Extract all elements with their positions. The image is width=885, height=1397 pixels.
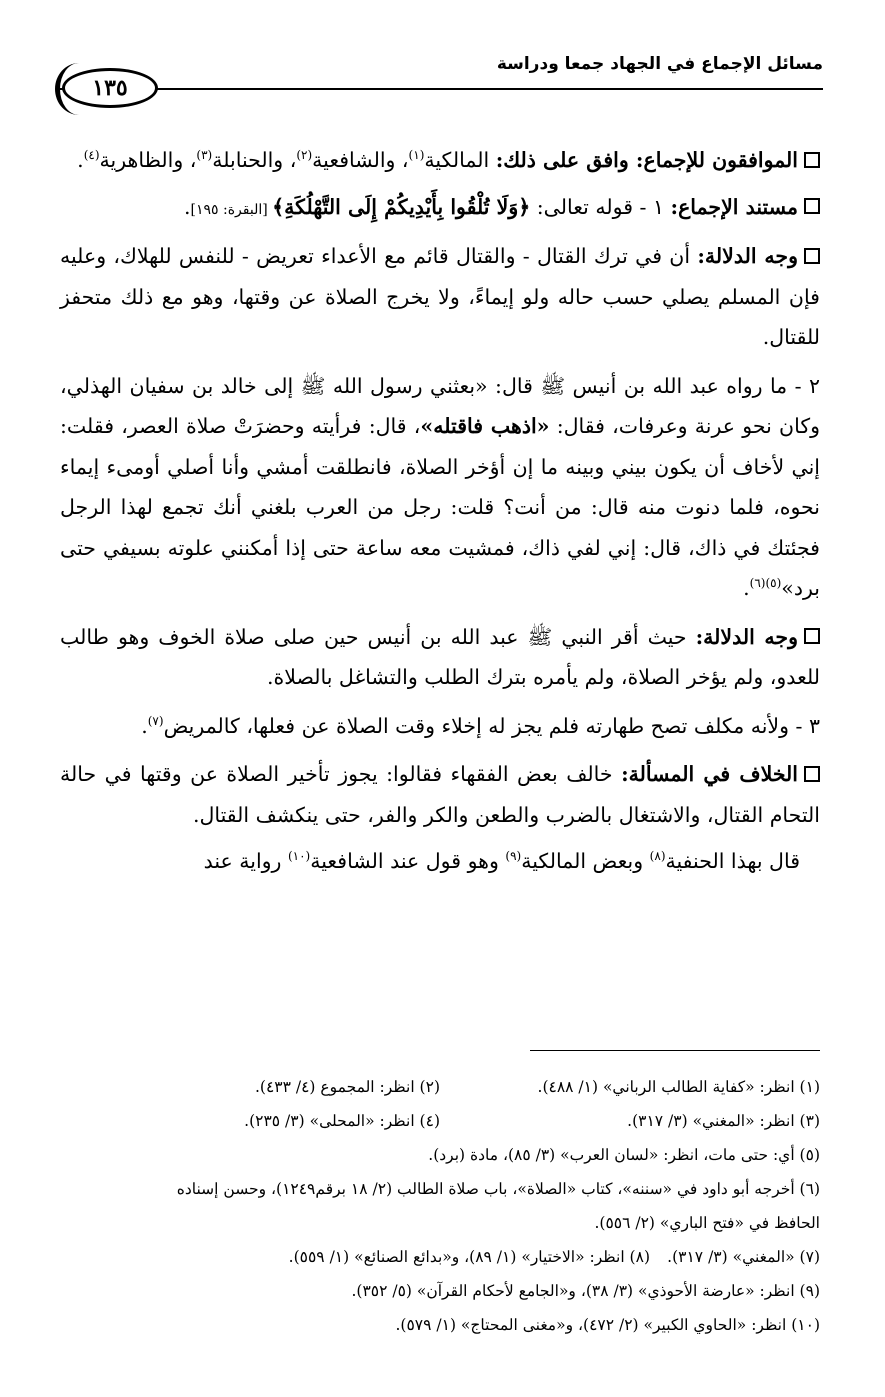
footnote-row <box>60 1240 820 1274</box>
page-number-badge <box>62 68 158 108</box>
paragraph-evidence-1 <box>60 236 820 358</box>
footnote-9: (٩) انظر: «عارضة الأحوذي» (٣/ ٣٨)، و«الجامع لأحكام القرآن» (٥/ ٣٥٢). <box>351 1282 820 1300</box>
text-run: وهو قول عند الشافعية <box>310 849 506 873</box>
text-run: ٣ - ولأنه مكلف تصح طهارته فلم يجز له إخلاء وقت الصلاة عن فعلها، كالمريض <box>163 713 820 738</box>
text-run: رواية عند <box>203 849 288 873</box>
footnote-4: (٤) انظر: «المحلى» (٣/ ٢٣٥). <box>244 1112 440 1130</box>
header-rule <box>60 88 823 90</box>
footnote-10: (١٠) انظر: «الحاوي الكبير» (٢/ ٤٧٢)، و«مغنى المحتاج» (١/ ٥٧٩). <box>395 1316 820 1334</box>
text-run: المالكية <box>424 148 496 172</box>
text-run: . <box>743 576 750 600</box>
section-label: مستند الإجماع: <box>670 194 798 219</box>
section-box-icon <box>804 766 820 782</box>
page-number-ornament <box>55 63 103 115</box>
text-run: ، والحنابلة <box>212 148 297 172</box>
footnote-ref: (٥)(٦) <box>749 576 782 591</box>
hadith-quote: «اذهب فاقتله» <box>420 414 550 438</box>
text-run: ، والظاهرية <box>99 148 197 172</box>
section-label: وجه الدلالة: <box>697 244 798 268</box>
text-run: حيث أقر النبي ﷺ عبد الله بن أنيس حين صلى صلاة الخوف وهو طالب للعدو، ولم يؤخر الصلاة، ولم يأمره بترك الطلب والتشاغل بالصلاة. <box>60 624 820 689</box>
text-run: وبعض المالكية <box>521 849 650 873</box>
footnote-ref: (١) <box>408 148 425 163</box>
text-run: . <box>141 713 148 738</box>
footnote-5: (٥) أي: حتى مات، انظر: «لسان العرب» (٣/ ٨٥)، مادة (برد). <box>428 1146 820 1164</box>
footnote-ref: (٣) <box>196 148 213 163</box>
footnote-ref: (٩) <box>505 849 522 864</box>
paragraph-basis <box>60 187 820 231</box>
running-header-title: مسائل الإجماع في الجهاد جمعا ودراسة <box>496 54 823 74</box>
text-run: ٢ - ما رواه عبد الله بن أنيس ﷺ قال: «بعثني رسول الله ﷺ إلى خالد بن سفيان الهذلي، وكان نحو عرنة وعرفات، فقال: <box>60 373 820 438</box>
text-run: أن في ترك القتال - والقتال قائم مع الأعداء تعريض - للنفس للهلاك، وعليه فإن المسلم يصلي حسب حاله ولو إيماءً، ولا يخرج الصلاة عن وقتها، وهو مع ذلك متحفز للقتال. <box>60 244 820 349</box>
text-run: ، قال: فرأيته وحضرَتْ صلاة العصر، فقلت: إني لأخاف أن يكون بيني وبينه ما إن أؤخر الصلاة، فانطلقت أمشي وأنا أصلي أومىء إيماء نحوه، فلما دنوت منه قال: من أنت؟ قلت: رجل من العرب بلغني أنك تجمع لهذا الرجل فجئتك في ذاك، قال: إني لفي ذاك، فمشيت معه ساعة حتى إذا أمكنني علوته بسيفي حتى برد» <box>60 414 820 600</box>
text-run: قال بهذا الحنفية <box>665 849 800 873</box>
paragraph-disagreement <box>60 754 820 835</box>
footnote-row <box>60 1104 820 1138</box>
footnote-ref: (٧) <box>147 713 164 728</box>
section-box-icon <box>804 628 820 644</box>
section-box-icon <box>804 198 820 214</box>
section-label: الموافقون للإجماع: وافق على ذلك: <box>495 148 798 172</box>
footnote-2: (٢) انظر: المجموع (٤/ ٤٣٣). <box>254 1078 440 1096</box>
paragraph-holders <box>60 841 820 882</box>
paragraph-third <box>60 706 820 747</box>
footnote-ref: (١٠) <box>287 849 311 864</box>
text-run: . <box>183 194 191 219</box>
footnote-ref: (٢) <box>296 148 313 163</box>
section-label: وجه الدلالة: <box>695 624 798 649</box>
footnotes <box>60 1070 820 1342</box>
text-run: ، والشافعية <box>312 148 409 172</box>
text-run: ١ - قوله تعالى: <box>530 194 671 219</box>
footnote-row <box>60 1070 820 1104</box>
footnote-7: (٧) «المغني» (٣/ ٣١٧). <box>667 1248 820 1266</box>
paragraph-agreeing <box>60 140 820 181</box>
section-box-icon <box>804 248 820 264</box>
verse-reference: [البقرة: ١٩٥] <box>190 201 273 218</box>
text-run: خالف بعض الفقهاء فقالوا: يجوز تأخير الصلاة عن وقتها في حالة التحام القتال، والاشتغال بالضرب والطعن والكر والفر، حتى ينكشف القتال. <box>60 762 820 827</box>
section-label: الخلاف في المسألة: <box>621 762 798 786</box>
text-run: . <box>77 148 84 172</box>
page-number: ١٣٥ <box>92 75 128 101</box>
footnote-6: (٦) أخرجه أبو داود في «سننه»، كتاب «الصلاة»، باب صلاة الطالب (٢/ ١٨ برقم١٢٤٩)، وحسن إسناده <box>176 1180 820 1198</box>
main-text <box>60 140 820 890</box>
footnote-3: (٣) انظر: «المغني» (٣/ ٣١٧). <box>627 1112 820 1130</box>
footnote-6-continued: الحافظ في «فتح الباري» (٢/ ٥٥٦). <box>594 1214 820 1232</box>
paragraph-hadith <box>60 366 820 609</box>
quran-verse: ﴿وَلَا تُلْقُوا بِأَيْدِيكُمْ إِلَى التَّهْلُكَةِ﴾ <box>272 194 531 219</box>
footnote-separator <box>530 1050 820 1051</box>
footnote-ref: (٤) <box>83 148 100 163</box>
footnote-8: (٨) انظر: «الاختيار» (١/ ٨٩)، و«بدائع الصنائع» (١/ ٥٥٩). <box>288 1248 650 1266</box>
section-box-icon <box>804 152 820 168</box>
paragraph-evidence-2 <box>60 617 820 698</box>
footnote-1: (١) انظر: «كفاية الطالب الرباني» (١/ ٤٨٨). <box>537 1078 820 1096</box>
footnote-ref: (٨) <box>649 849 666 864</box>
